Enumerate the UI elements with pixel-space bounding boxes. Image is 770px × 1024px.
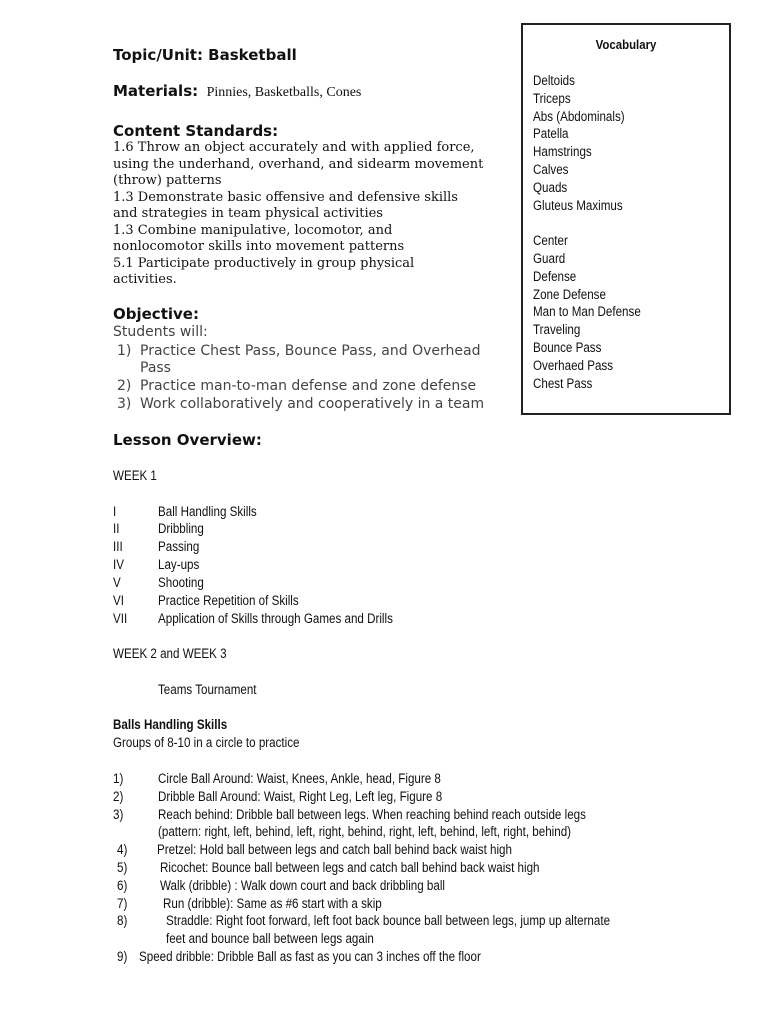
vocab-item: Guard xyxy=(533,251,566,266)
drill-text: Dribble Ball Around: Waist, Right Leg, Left leg, Figure 8 xyxy=(158,789,443,804)
week1-text: Dribbling xyxy=(158,521,204,536)
objective-text: Work collaboratively and cooperatively in a team xyxy=(140,396,485,412)
drill-text: Walk (dribble) : Walk down court and back dribbling ball xyxy=(160,878,446,893)
drill-text: Ricochet: Bounce ball between legs and catch ball behind back waist high xyxy=(160,860,540,875)
standard-line: and strategies in team physical activities xyxy=(113,206,383,221)
week1-text: Application of Skills through Games and Drills xyxy=(158,611,393,626)
materials-line xyxy=(113,82,361,101)
standard-line: 1.6 Throw an object accurately and with applied force, xyxy=(113,140,475,155)
drill-num: 6) xyxy=(117,878,128,893)
drill-num: 1) xyxy=(113,771,124,786)
drill-text: Straddle: Right foot forward, left foot back bounce ball between legs, jump up alternate xyxy=(166,913,611,928)
content-standards-heading: Content Standards: xyxy=(113,122,279,140)
objective-text: Practice man-to-man defense and zone defense xyxy=(140,378,477,394)
week1-text: Shooting xyxy=(158,575,204,590)
drill-text: (pattern: right, left, behind, left, right, behind, right, left, behind, left, right, behind) xyxy=(158,824,572,839)
vocab-item: Hamstrings xyxy=(533,144,592,159)
objective-num: 1) xyxy=(117,343,132,359)
vocab-item: Gluteus Maximus xyxy=(533,198,623,213)
vocab-item: Quads xyxy=(533,180,568,195)
vocab-item: Overhaed Pass xyxy=(533,358,614,373)
vocab-item: Man to Man Defense xyxy=(533,304,641,319)
week1-num: I xyxy=(113,504,117,519)
vocab-item: Triceps xyxy=(533,91,571,106)
vocab-item: Zone Defense xyxy=(533,287,606,302)
vocabulary-title: Vocabulary xyxy=(595,37,657,52)
drill-num: 5) xyxy=(117,860,128,875)
lesson-overview-heading: Lesson Overview: xyxy=(113,431,262,449)
ball-handling-subtitle: Groups of 8-10 in a circle to practice xyxy=(113,735,300,750)
week1-num: V xyxy=(113,575,121,590)
vocab-item: Center xyxy=(533,233,568,248)
vocab-item: Traveling xyxy=(533,322,581,337)
objective-heading: Objective: xyxy=(113,305,199,323)
topic-heading: Topic/Unit: Basketball xyxy=(113,46,297,64)
week1-num: VI xyxy=(113,593,124,608)
materials-label: Materials: xyxy=(113,82,199,100)
week1-num: VII xyxy=(113,611,128,626)
standard-line: 5.1 Participate productively in group physical xyxy=(113,256,415,271)
objective-text: Pass xyxy=(140,360,171,376)
standard-line: activities. xyxy=(113,272,177,287)
week1-text: Practice Repetition of Skills xyxy=(158,593,299,608)
vocab-item: Calves xyxy=(533,162,569,177)
vocab-item: Bounce Pass xyxy=(533,340,602,355)
drill-num: 8) xyxy=(117,913,128,928)
week1-num: II xyxy=(113,521,120,536)
week23-label: WEEK 2 and WEEK 3 xyxy=(113,646,227,661)
standard-line: 1.3 Combine manipulative, locomotor, and xyxy=(113,223,393,238)
objective-num: 2) xyxy=(117,378,132,394)
week23-text: Teams Tournament xyxy=(158,682,257,697)
drill-text: Circle Ball Around: Waist, Knees, Ankle, head, Figure 8 xyxy=(158,771,441,786)
drill-text: Speed dribble: Dribble Ball as fast as you can 3 inches off the floor xyxy=(139,949,481,964)
vocab-item: Deltoids xyxy=(533,73,575,88)
vocab-item: Chest Pass xyxy=(533,376,593,391)
standard-line: (throw) patterns xyxy=(113,173,222,188)
drill-num: 3) xyxy=(113,807,124,822)
objective-intro: Students will: xyxy=(113,324,208,340)
drill-text: Pretzel: Hold ball between legs and catch ball behind back waist high xyxy=(157,842,512,857)
drill-text: feet and bounce ball between legs again xyxy=(166,931,374,946)
materials-value: Pinnies, Basketballs, Cones xyxy=(206,85,362,100)
objective-num: 3) xyxy=(117,396,132,412)
week1-label: WEEK 1 xyxy=(113,468,157,483)
drill-num: 9) xyxy=(117,949,128,964)
drill-num: 2) xyxy=(113,789,124,804)
week1-num: III xyxy=(113,539,123,554)
week1-text: Lay-ups xyxy=(158,557,200,572)
vocabulary-box xyxy=(521,23,731,415)
vocab-item: Patella xyxy=(533,126,569,141)
ball-handling-heading: Balls Handling Skills xyxy=(113,717,228,732)
standard-line: using the underhand, overhand, and sidearm movement xyxy=(113,157,484,172)
objective-text: Practice Chest Pass, Bounce Pass, and Overhead xyxy=(140,343,481,359)
vocab-item: Defense xyxy=(533,269,577,284)
standard-line: 1.3 Demonstrate basic offensive and defensive skills xyxy=(113,190,458,205)
drill-text: Reach behind: Dribble ball between legs. When reaching behind reach outside legs xyxy=(158,807,586,822)
standard-line: nonlocomotor skills into movement patterns xyxy=(113,239,405,254)
drill-text: Run (dribble): Same as #6 start with a skip xyxy=(163,896,382,911)
week1-text: Passing xyxy=(158,539,200,554)
vocab-item: Abs (Abdominals) xyxy=(533,109,625,124)
week1-num: IV xyxy=(113,557,124,572)
drill-num: 4) xyxy=(117,842,128,857)
week1-text: Ball Handling Skills xyxy=(158,504,257,519)
drill-num: 7) xyxy=(117,896,128,911)
